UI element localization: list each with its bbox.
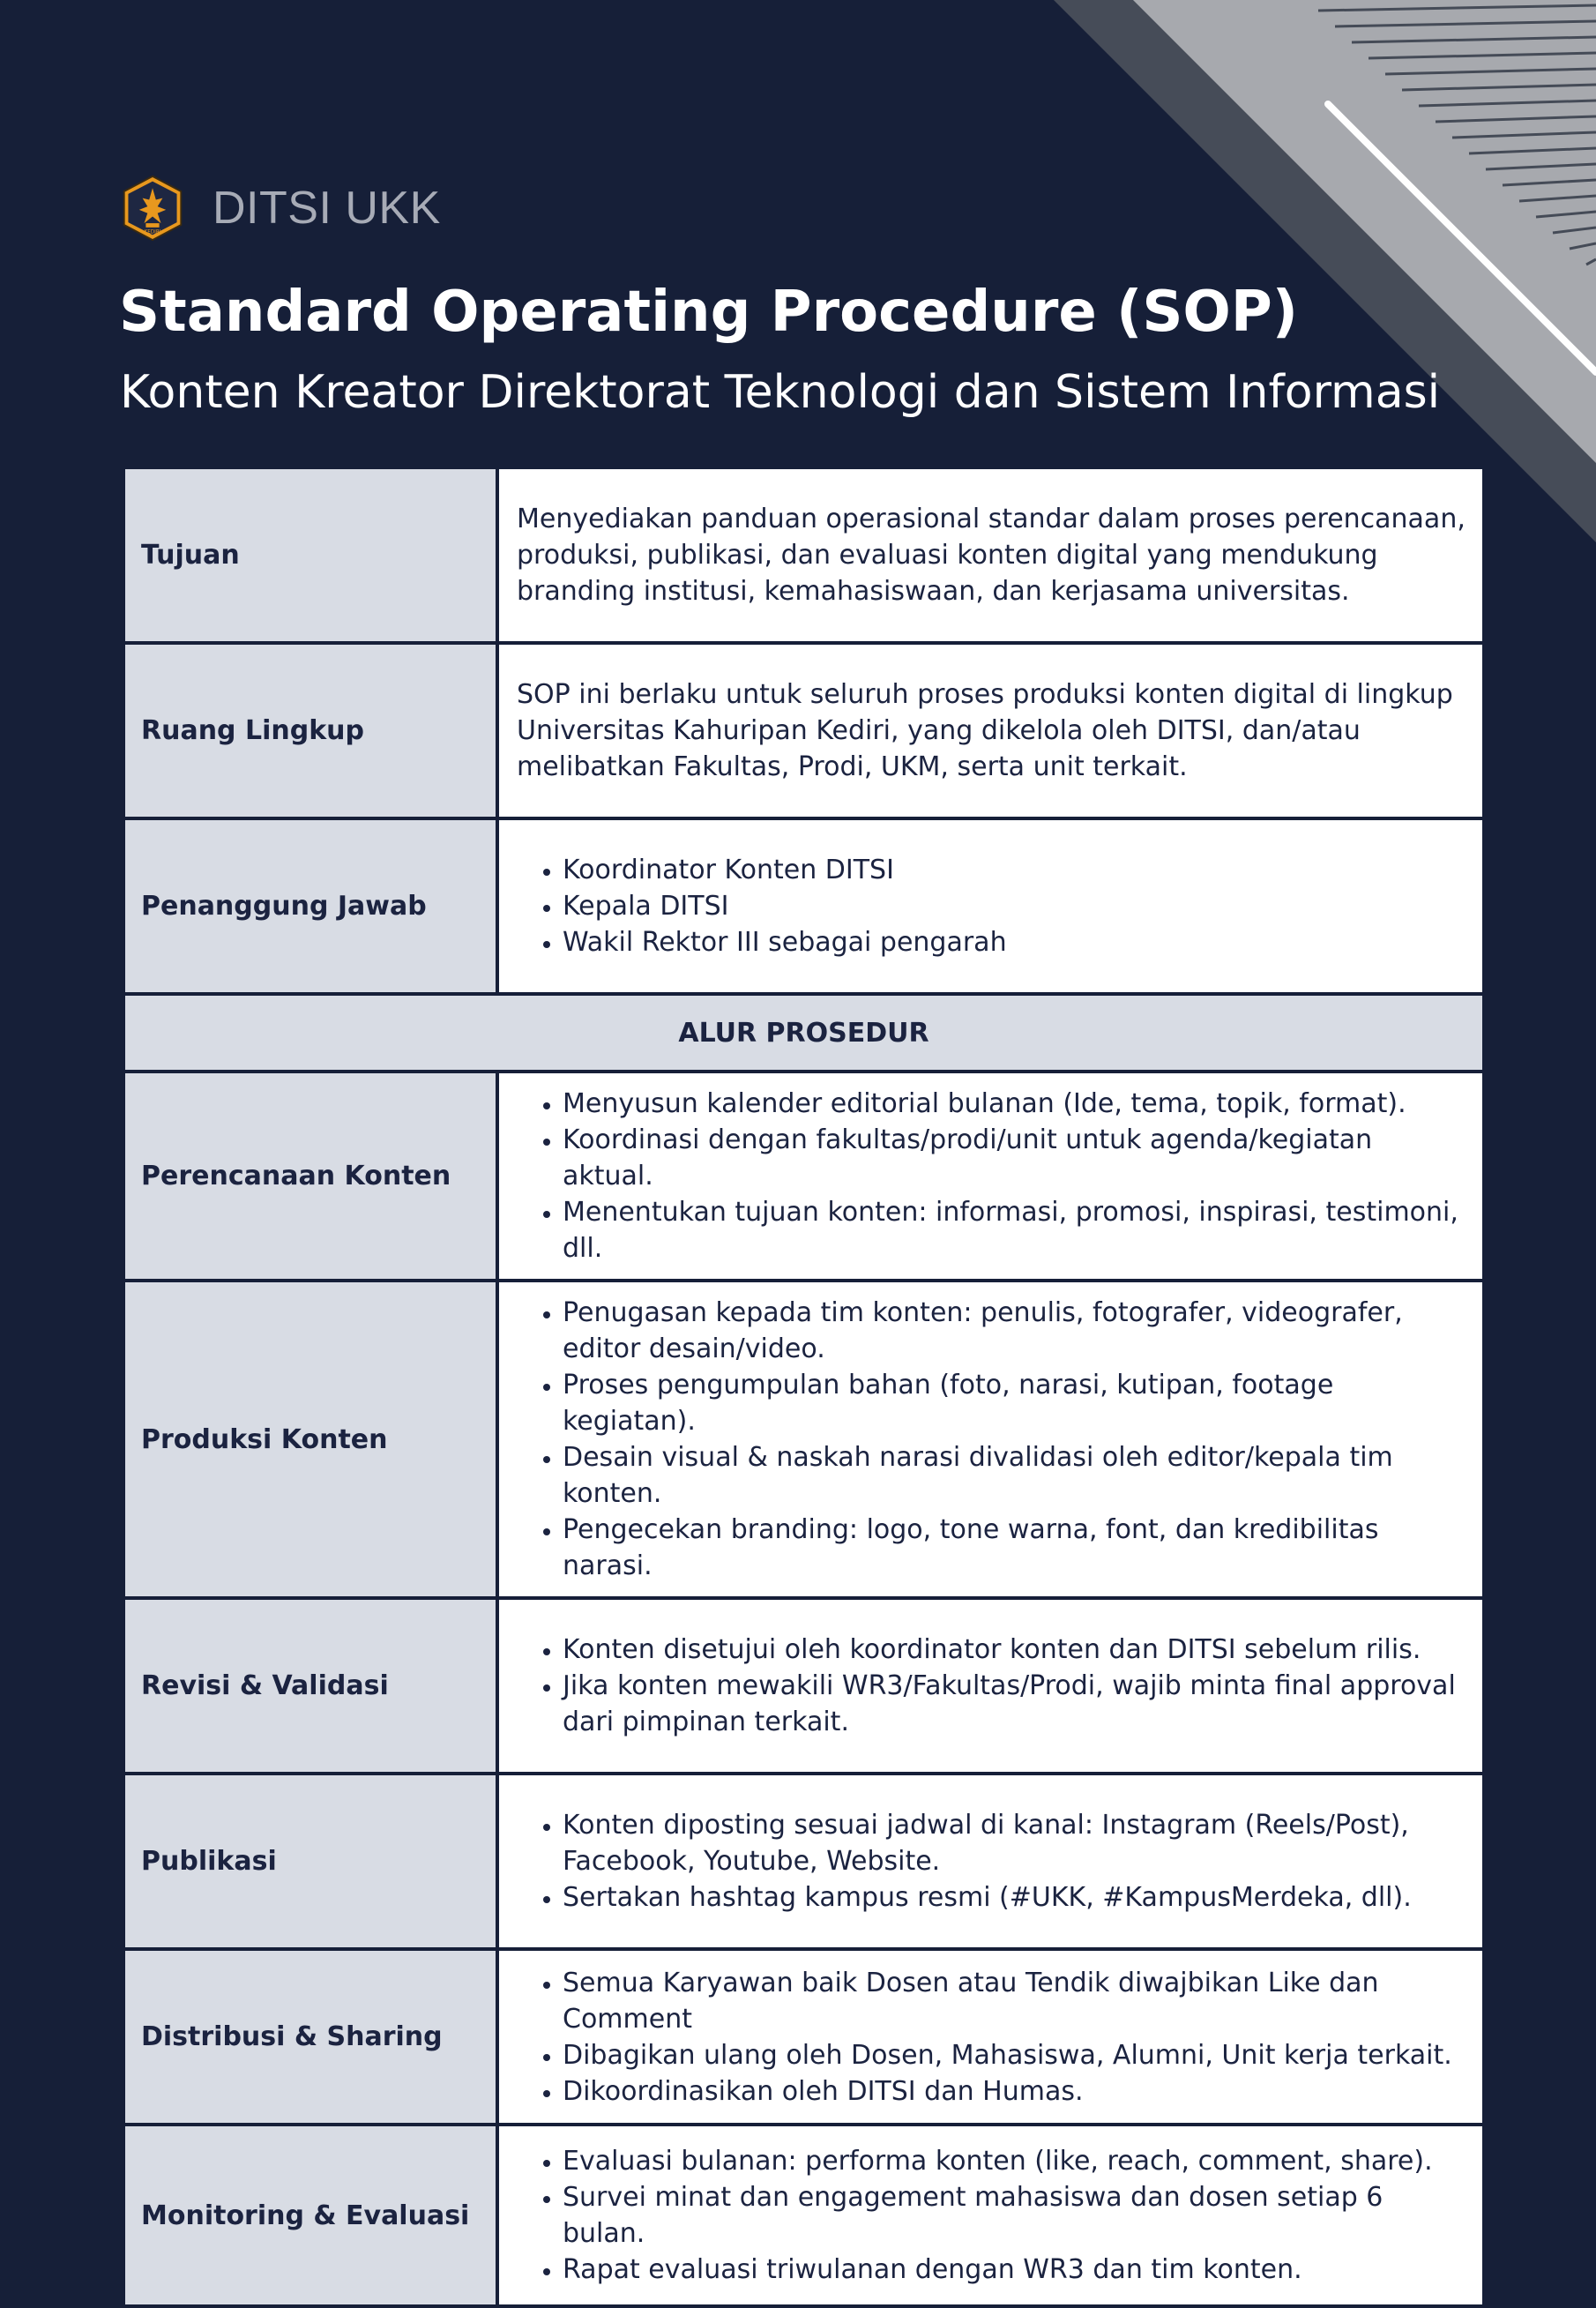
list-item: • Koordinator Konten DITSI	[563, 852, 1470, 888]
table-row-produksi	[123, 1281, 1484, 1598]
bullet-list	[517, 1086, 1470, 1266]
list-item: • Rapat evaluasi triwulanan dengan WR3 dan tim konten.	[563, 2252, 1470, 2288]
list-item: • Wakil Rektor III sebagai pengarah	[563, 924, 1470, 960]
list-item: • Dikoordinasikan oleh DITSI dan Humas.	[563, 2073, 1470, 2110]
table-row-revisi	[123, 1598, 1484, 1774]
list-item: • Sertakan hashtag kampus resmi (#UKK, #KampusMerdeka, dll).	[563, 1879, 1470, 1916]
table-row-distribusi	[123, 1949, 1484, 2125]
list-item: • Penugasan kepada tim konten: penulis, fotografer, videografer, editor desain/video.	[563, 1295, 1470, 1367]
bullet-list	[517, 852, 1470, 960]
section-title: ALUR PROSEDUR	[123, 994, 1484, 1072]
list-item: • Menentukan tujuan konten: informasi, promosi, inspirasi, testimoni, dll.	[563, 1194, 1470, 1266]
row-content	[497, 2125, 1484, 2306]
row-content	[497, 1598, 1484, 1774]
page-subtitle: Konten Kreator Direktorat Teknologi dan Sistem Informasi	[120, 366, 1441, 419]
row-label: Penanggung Jawab	[123, 818, 497, 994]
list-item: • Proses pengumpulan bahan (foto, narasi, kutipan, footage kegiatan).	[563, 1367, 1470, 1439]
table-row-monitoring	[123, 2125, 1484, 2306]
table-row-perencanaan	[123, 1072, 1484, 1281]
list-item: • Desain visual & naskah narasi divalidasi oleh editor/kepala tim konten.	[563, 1439, 1470, 1512]
list-item: • Konten disetujui oleh koordinator konten dan DITSI sebelum rilis.	[563, 1632, 1470, 1668]
row-content	[497, 1949, 1484, 2125]
list-item: • Pengecekan branding: logo, tone warna, font, dan kredibilitas narasi.	[563, 1512, 1470, 1584]
bullet-list	[517, 2143, 1470, 2288]
list-item: • Survei minat dan engagement mahasiswa dan dosen setiap 6 bulan.	[563, 2179, 1470, 2252]
page-title: Standard Operating Procedure (SOP)	[119, 280, 1298, 345]
bullet-list	[517, 1965, 1470, 2110]
table-row-penanggung-jawab	[123, 818, 1484, 994]
logo-caption: KEDIRI	[144, 229, 161, 235]
list-item: • Konten diposting sesuai jadwal di kanal: Instagram (Reels/Post), Facebook, Youtube, Website.	[563, 1807, 1470, 1879]
list-item: • Evaluasi bulanan: performa konten (like, reach, comment, share).	[563, 2143, 1470, 2179]
row-content: Menyediakan panduan operasional standar dalam proses perencanaan, produksi, publikasi, dan evaluasi konten digital yang mendukung branding institusi, kemahasiswaan, dan kerjasama universitas.	[497, 467, 1484, 643]
row-content	[497, 1774, 1484, 1949]
bullet-list	[517, 1295, 1470, 1584]
list-item: • Kepala DITSI	[563, 888, 1470, 924]
row-label: Distribusi & Sharing	[123, 1949, 497, 2125]
university-crest-icon	[119, 175, 186, 242]
row-content: SOP ini berlaku untuk seluruh proses produksi konten digital di lingkup Universitas Kahuripan Kediri, yang dikelola oleh DITSI, dan/atau melibatkan Fakultas, Prodi, UKM, serta unit terkait.	[497, 643, 1484, 818]
table-section-header	[123, 994, 1484, 1072]
sop-table	[122, 466, 1486, 2308]
bullet-list	[517, 1807, 1470, 1916]
row-label: Revisi & Validasi	[123, 1598, 497, 1774]
list-item: • Semua Karyawan baik Dosen atau Tendik diwajbikan Like dan Comment	[563, 1965, 1470, 2037]
bullet-list	[517, 1632, 1470, 1740]
row-content	[497, 1072, 1484, 1281]
list-item: • Jika konten mewakili WR3/Fakultas/Prodi, wajib minta final approval dari pimpinan terkait.	[563, 1668, 1470, 1740]
row-label: Ruang Lingkup	[123, 643, 497, 818]
table-row-tujuan	[123, 467, 1484, 643]
brand-name: DITSI UKK	[213, 183, 441, 234]
table-row-publikasi	[123, 1774, 1484, 1949]
row-content	[497, 818, 1484, 994]
list-item: • Koordinasi dengan fakultas/prodi/unit untuk agenda/kegiatan aktual.	[563, 1122, 1470, 1194]
row-label: Monitoring & Evaluasi	[123, 2125, 497, 2306]
brand-header	[119, 175, 441, 242]
row-label: Produksi Konten	[123, 1281, 497, 1598]
row-label: Publikasi	[123, 1774, 497, 1949]
row-label: Perencanaan Konten	[123, 1072, 497, 1281]
list-item: • Menyusun kalender editorial bulanan (Ide, tema, topik, format).	[563, 1086, 1470, 1122]
list-item: • Dibagikan ulang oleh Dosen, Mahasiswa, Alumni, Unit kerja terkait.	[563, 2037, 1470, 2073]
row-content	[497, 1281, 1484, 1598]
row-label: Tujuan	[123, 467, 497, 643]
table-row-ruang-lingkup	[123, 643, 1484, 818]
